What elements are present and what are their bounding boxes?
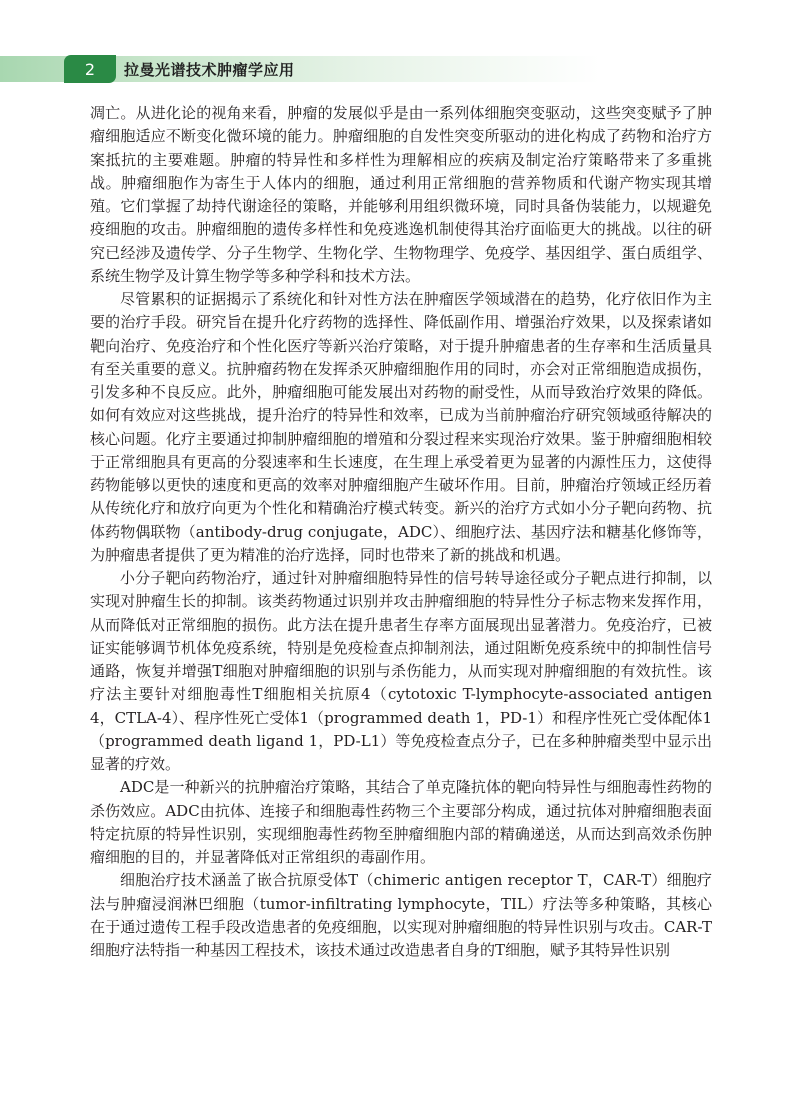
paragraph-cell-therapy: 细胞治疗技术涵盖了嵌合抗原受体T（chimeric antigen receptor T，CAR-T）细胞疗法与肿瘤浸润淋巴细胞（tumor-infiltrating lymphocyte，TIL）疗法等多种策略，其核心在于通过遗传工程手段改造患者的免疫细胞，以实现对肿瘤细胞的特异性识别与攻击。CAR-T细胞疗法特指一种基因工程技术，该技术通过改造患者自身的T细胞，赋予其特异性识别 xyxy=(90,871,712,959)
body-text xyxy=(90,102,712,962)
header-band xyxy=(0,56,800,82)
paragraph-continuation: 凋亡。从进化论的视角来看，肿瘤的发展似乎是由一系列体细胞突变驱动，这些突变赋予了肿瘤细胞适应不断变化微环境的能力。肿瘤细胞的自发性突变所驱动的进化构成了药物和治疗方案抵抗的主要难题。肿瘤的特异性和多样性为理解相应的疾病及制定治疗策略带来了多重挑战。肿瘤细胞作为寄生于人体内的细胞，通过利用正常细胞的营养物质和代谢产物实现其增殖。它们掌握了劫持代谢途径的策略，并能够利用组织微环境，同时具备伪装能力，以规避免疫细胞的攻击。肿瘤细胞的遗传多样性和免疫逃逸机制使得其治疗面临更大的挑战。以往的研究已经涉及遗传学、分子生物学、生物化学、生物物理学、免疫学、基因组学、蛋白质组学、系统生物学及计算生物学等多种学科和技术方法。 xyxy=(90,104,712,285)
paragraph-chemotherapy: 尽管累积的证据揭示了系统化和针对性方法在肿瘤医学领域潜在的趋势，化疗依旧作为主要的治疗手段。研究旨在提升化疗药物的选择性、降低副作用、增强治疗效果，以及探索诸如靶向治疗、免疫治疗和个性化医疗等新兴治疗策略，对于提升肿瘤患者的生存率和生活质量具有至关重要的意义。抗肿瘤药物在发挥杀灭肿瘤细胞作用的同时，亦会对正常细胞造成损伤，引发多种不良反应。此外，肿瘤细胞可能发展出对药物的耐受性，从而导致治疗效果的降低。如何有效应对这些挑战，提升治疗的特异性和效率，已成为当前肿瘤治疗研究领域亟待解决的核心问题。化疗主要通过抑制肿瘤细胞的增殖和分裂过程来实现治疗效果。鉴于肿瘤细胞相较于正常细胞具有更高的分裂速率和生长速度，在生理上承受着更为显著的内源性压力，这使得药物能够以更快的速度和更高的效率对肿瘤细胞产生破坏作用。目前，肿瘤治疗领域正经历着从传统化疗和放疗向更为个性化和精确治疗模式转变。新兴的治疗方式如小分子靶向药物、抗体药物偶联物（antibody-drug conjugate，ADC）、细胞疗法、基因疗法和糖基化修饰等，为肿瘤患者提供了更为精准的治疗选择，同时也带来了新的挑战和机遇。 xyxy=(90,290,712,564)
paragraph-targeted-immunotherapy: 小分子靶向药物治疗，通过针对肿瘤细胞特异性的信号转导途径或分子靶点进行抑制，以实现对肿瘤生长的抑制。该类药物通过识别并攻击肿瘤细胞的特异性分子标志物来发挥作用，从而降低对正常细胞的损伤。此方法在提升患者生存率方面展现出显著潜力。免疫治疗，已被证实能够调节机体免疫系统，特别是免疫检查点抑制剂法，通过阻断免疫系统中的抑制性信号通路，恢复并增强T细胞对肿瘤细胞的识别与杀伤能力，从而实现对肿瘤细胞的有效抗性。该疗法主要针对细胞毒性T细胞相关抗原4（cytotoxic T-lymphocyte-associated antigen 4，CTLA-4）、程序性死亡受体1（programmed death 1，PD-1）和程序性死亡受体配体1（programmed death ligand 1，PD-L1）等免疫检查点分子，已在多种肿瘤类型中显示出显著的疗效。 xyxy=(90,569,712,773)
page-number: 2 xyxy=(84,59,96,79)
page-number-badge xyxy=(64,55,116,83)
running-title: 拉曼光谱技术肿瘤学应用 xyxy=(124,61,295,79)
paragraph-adc: ADC是一种新兴的抗肿瘤治疗策略，其结合了单克隆抗体的靶向特异性与细胞毒性药物的杀伤效应。ADC由抗体、连接子和细胞毒性药物三个主要部分构成，通过抗体对肿瘤细胞表面特定抗原的特异性识别，实现细胞毒性药物至肿瘤细胞内部的精确递送，从而达到高效杀伤肿瘤细胞的目的，并显著降低对正常组织的毒副作用。 xyxy=(90,778,712,866)
